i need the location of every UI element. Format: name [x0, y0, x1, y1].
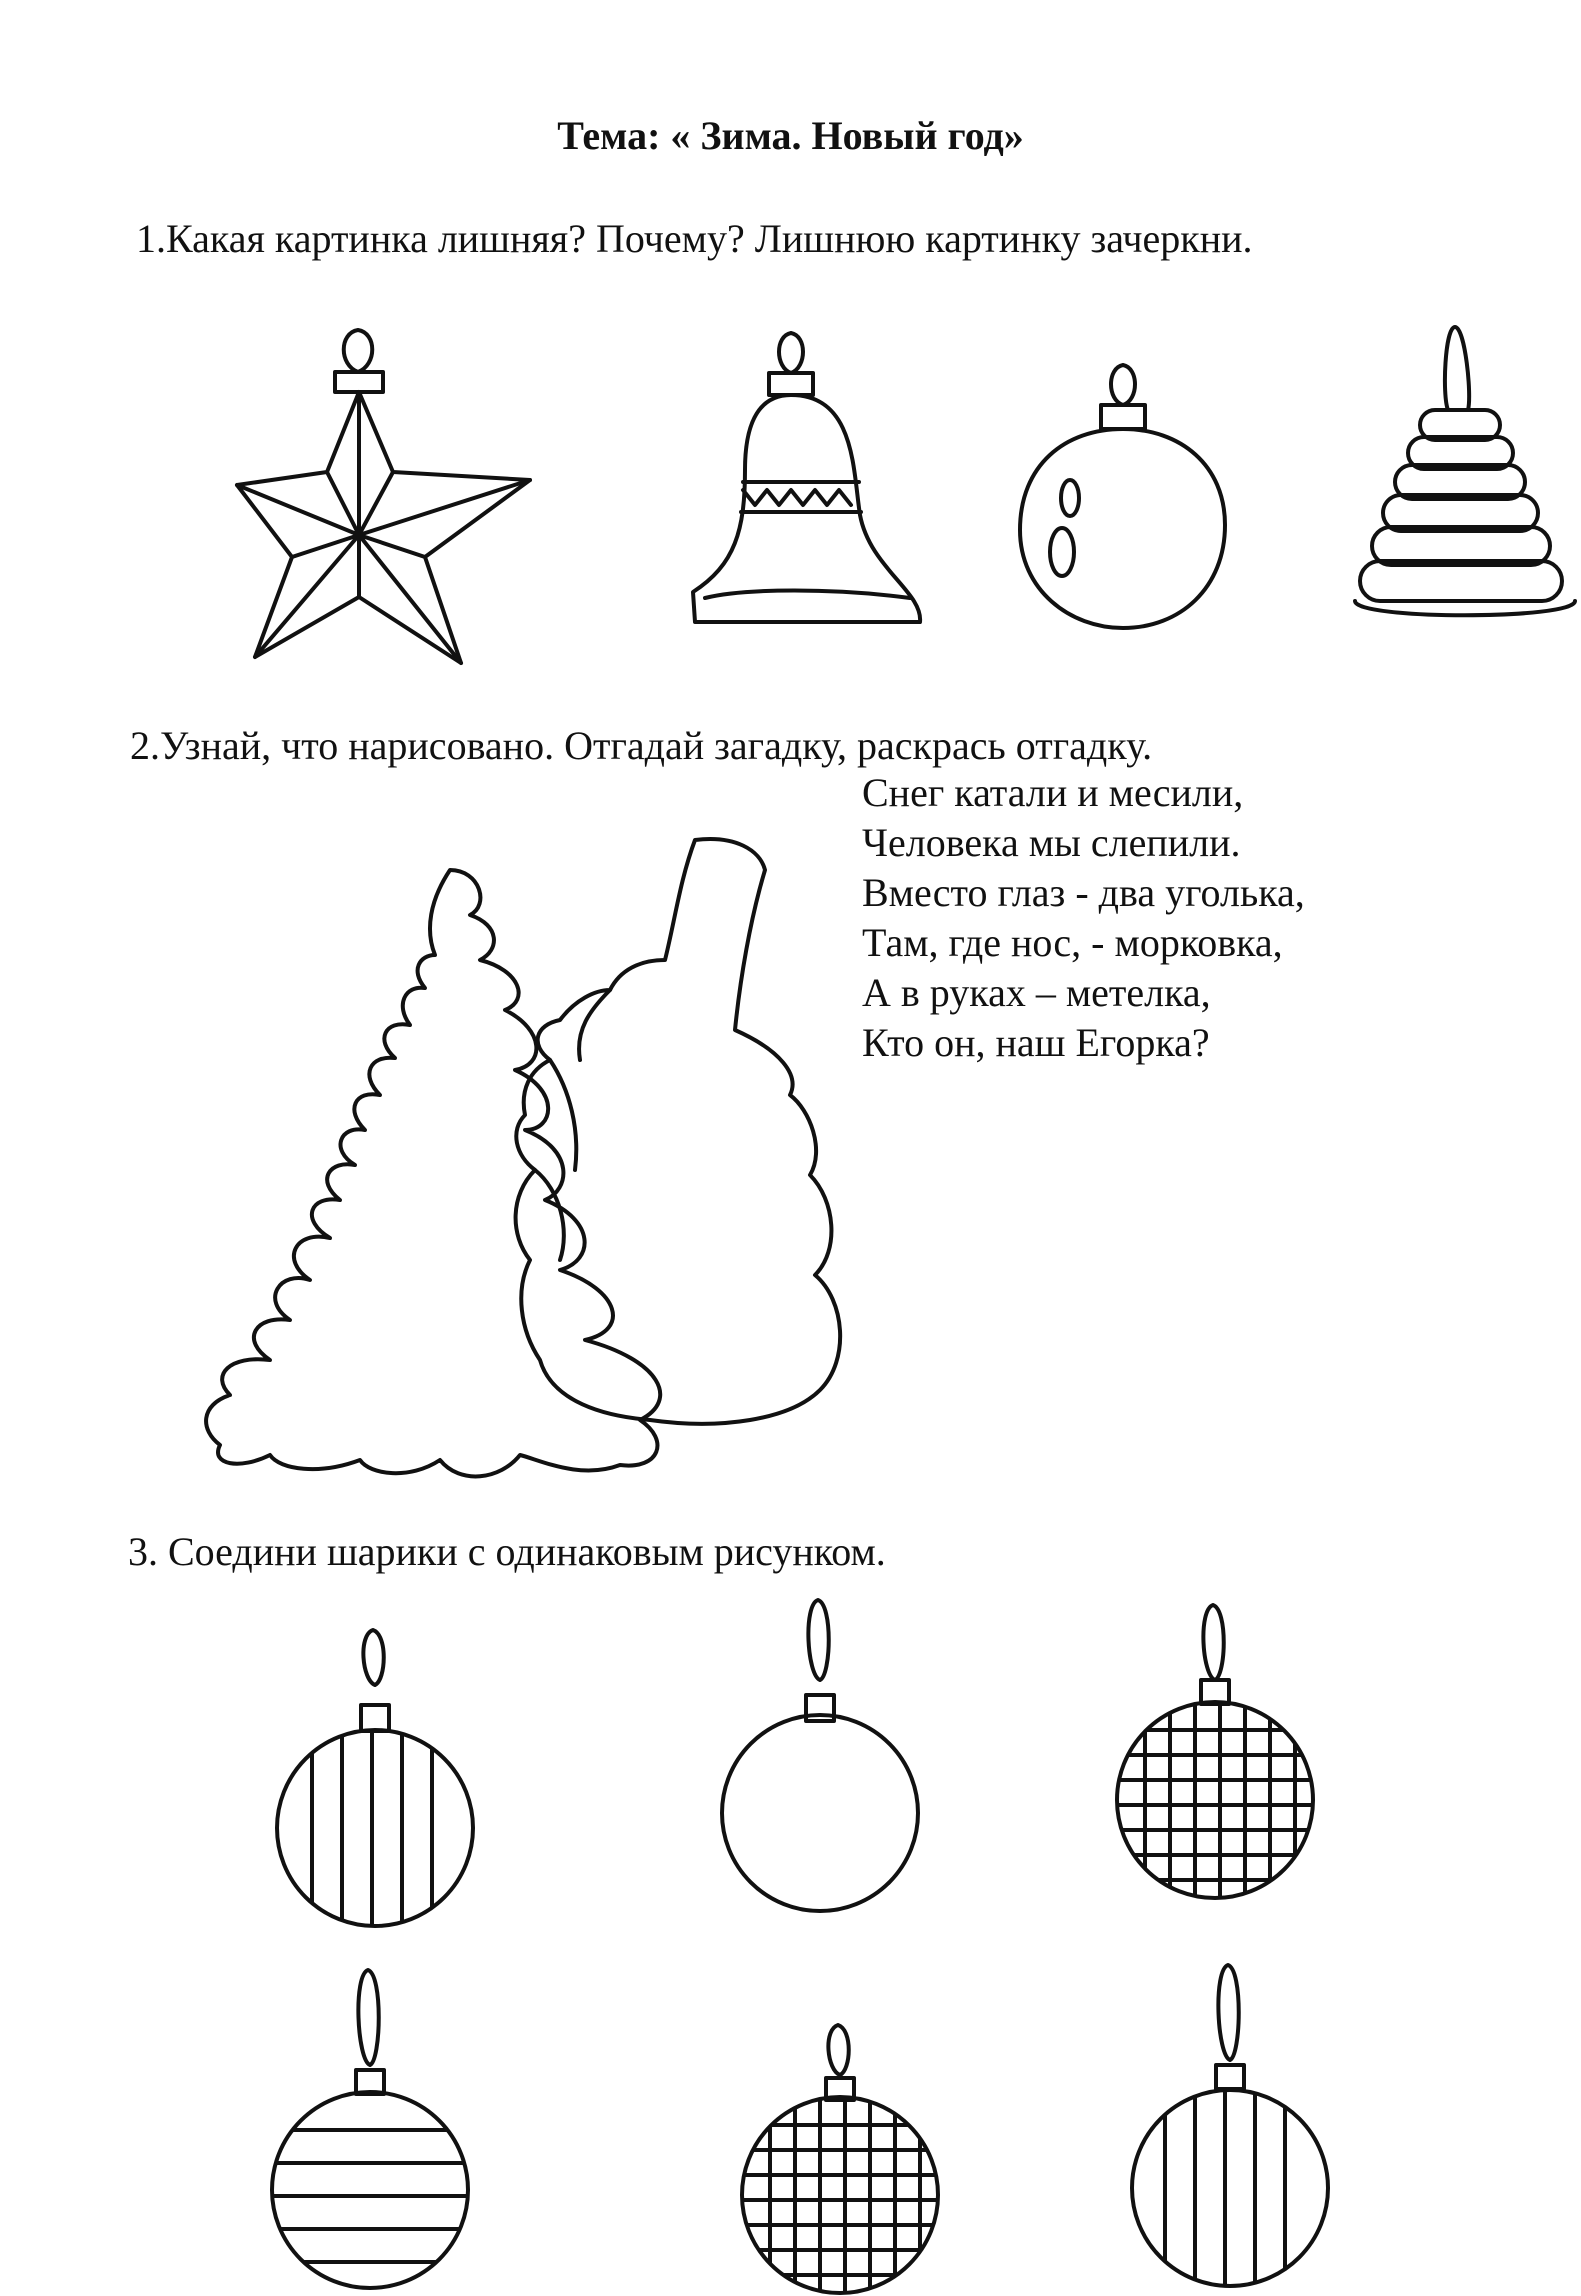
riddle-line: Снег катали и месили,	[862, 770, 1244, 815]
ball-vertical-stripes-icon	[1125, 1960, 1335, 2296]
riddle-line: Человека мы слепили.	[862, 820, 1241, 865]
ball-vertical-stripes-icon	[270, 1625, 480, 1935]
pyramid-toy-icon	[1350, 315, 1580, 630]
ball-ornament-icon	[1015, 360, 1230, 635]
ball-plain-icon	[715, 1595, 925, 1915]
star-ornament-icon	[235, 325, 535, 670]
snowman-outline-icon	[480, 830, 860, 1440]
riddle-line: А в руках – метелка,	[862, 970, 1211, 1015]
page-title: Тема: « Зима. Новый год»	[557, 113, 1024, 158]
ball-grid-icon	[1110, 1600, 1320, 1910]
riddle-line: Вместо глаз - два уголька,	[862, 870, 1305, 915]
task-1-text: 1.Какая картинка лишняя? Почему? Лишнюю картинку зачеркни.	[136, 216, 1253, 261]
task-3-text: 3. Соедини шарики с одинаковым рисунком.	[128, 1529, 886, 1574]
ball-grid-icon	[735, 2020, 945, 2296]
task-2-text: 2.Узнай, что нарисовано. Отгадай загадку, раскрась отгадку.	[130, 723, 1153, 768]
bell-ornament-icon	[685, 330, 930, 630]
riddle-poem	[862, 768, 1305, 1068]
riddle-line: Кто он, наш Егорка?	[862, 1020, 1210, 1065]
ball-horizontal-stripes-icon	[265, 1965, 475, 2295]
riddle-line: Там, где нос, - морковка,	[862, 920, 1283, 965]
